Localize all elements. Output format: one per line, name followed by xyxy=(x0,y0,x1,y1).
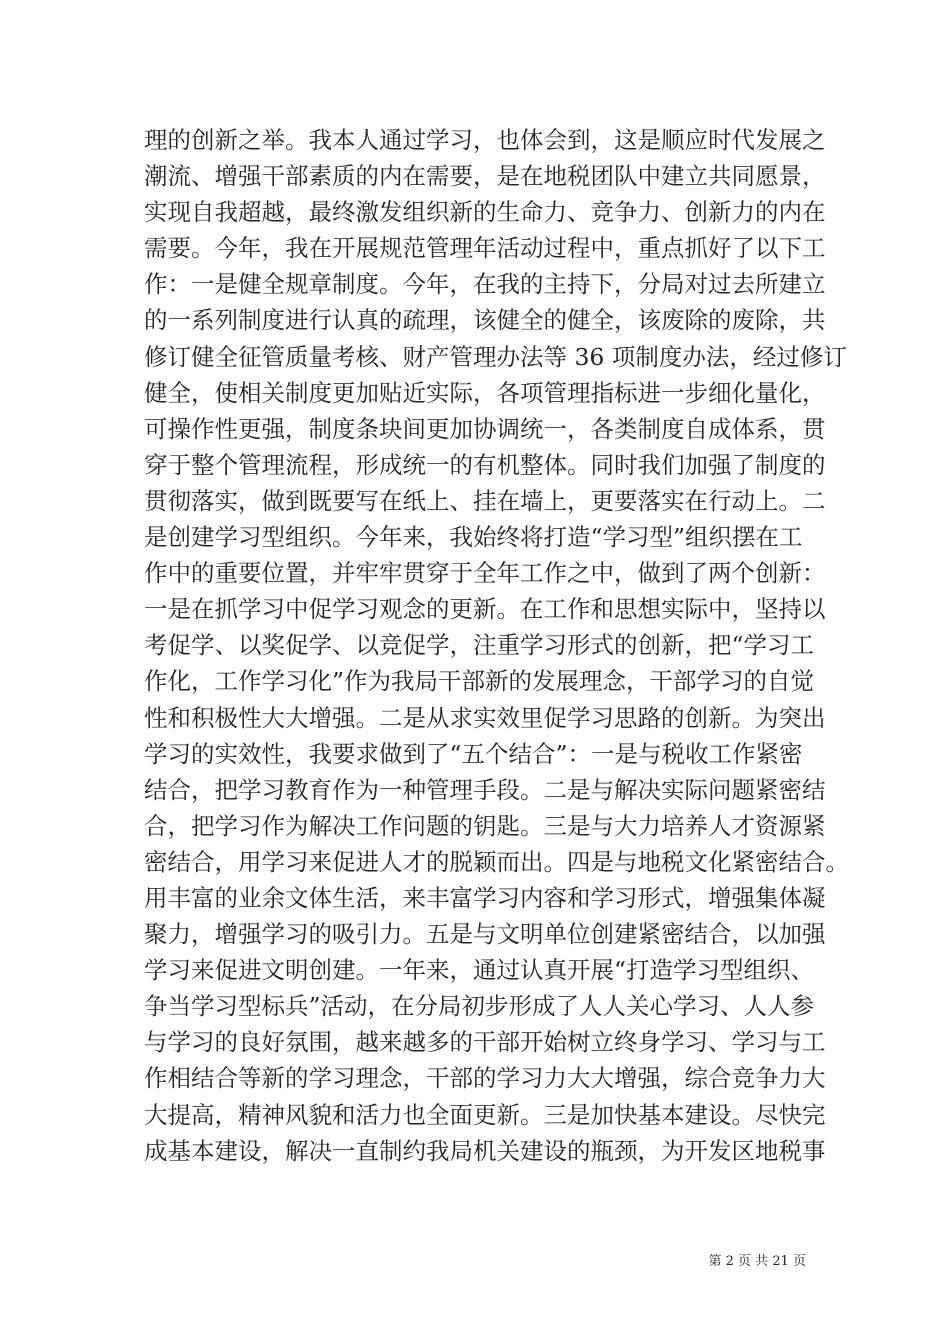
text-line: 作：一是健全规章制度。今年，在我的主持下，分局对过去所建立 xyxy=(144,270,826,299)
text-line: 争当学习型标兵”活动，在分局初步形成了人人关心学习、人人参 xyxy=(144,992,815,1021)
text-line: 考促学、以奖促学、以竞促学，注重学习形式的创新，把“学习工 xyxy=(144,631,815,660)
text-line: 作相结合等新的学习理念，干部的学习力大大增强，综合竞争力大 xyxy=(144,1064,826,1093)
text-line: 理的创新之举。我本人通过学习，也体会到，这是顺应时代发展之 xyxy=(144,126,826,154)
text-line: 潮流、增强干部素质的内在需要，是在地税团队中建立共同愿景， xyxy=(144,162,826,191)
text-line: 与学习的良好氛围，越来越多的干部开始树立终身学习、学习与工 xyxy=(144,1028,826,1057)
text-line: 聚力，增强学习的吸引力。五是与文明单位创建紧密结合，以加强 xyxy=(144,920,826,949)
text-line: 穿于整个管理流程，形成统一的有机整体。同时我们加强了制度的 xyxy=(144,450,826,479)
text-line: 需要。今年，我在开展规范管理年活动过程中，重点抓好了以下工 xyxy=(144,234,826,263)
text-line: 可操作性更强，制度条块间更加协调统一，各类制度自成体系，贯 xyxy=(144,414,826,443)
text-line: 大提高，精神风貌和活力也全面更新。三是加快基本建设。尽快完 xyxy=(144,1100,826,1129)
text-line: 贯彻落实，做到既要写在纸上、挂在墙上，更要落实在行动上。二 xyxy=(144,486,826,515)
text-line: 作中的重要位置，并牢牢贯穿于全年工作之中，做到了两个创新： xyxy=(144,559,826,588)
text-line: 作化，工作学习化”作为我局干部新的发展理念，干部学习的自觉 xyxy=(144,667,815,696)
text-line: 用丰富的业余文体生活，来丰富学习内容和学习形式，增强集体凝 xyxy=(144,883,826,912)
body-text xyxy=(144,122,849,1169)
text-line: 性和积极性大大增强。二是从求实效里促学习思路的创新。为突出 xyxy=(144,703,826,732)
text-line: 的一系列制度进行认真的疏理，该健全的健全，该废除的废除，共 xyxy=(144,306,826,335)
text-line: 修订健全征管质量考核、财产管理办法等 36 项制度办法，经过修订 xyxy=(144,342,847,371)
text-line: 一是在抓学习中促学习观念的更新。在工作和思想实际中，坚持以 xyxy=(144,595,826,624)
text-line: 密结合，用学习来促进人才的脱颖而出。四是与地税文化紧密结合。 xyxy=(144,847,849,876)
text-line: 学习的实效性，我要求做到了“五个结合”：一是与税收工作紧密 xyxy=(144,739,803,768)
text-line: 学习来促进文明创建。一年来，通过认真开展“打造学习型组织、 xyxy=(144,956,815,985)
text-line: 成基本建设，解决一直制约我局机关建设的瓶颈，为开发区地税事 xyxy=(144,1136,826,1165)
text-line: 是创建学习型组织。今年来，我始终将打造“学习型”组织摆在工 xyxy=(144,523,803,552)
text-line: 实现自我超越，最终激发组织新的生命力、竞争力、创新力的内在 xyxy=(144,198,826,227)
text-line: 健全，使相关制度更加贴近实际，各项管理指标进一步细化量化， xyxy=(144,378,826,407)
text-line: 合，把学习作为解决工作问题的钥匙。三是与大力培养人才资源紧 xyxy=(144,811,826,840)
text-line: 结合，把学习教育作为一种管理手段。二是与解决实际问题紧密结 xyxy=(144,775,826,804)
page-number: 第 2 页 共 21 页 xyxy=(708,1254,806,1269)
